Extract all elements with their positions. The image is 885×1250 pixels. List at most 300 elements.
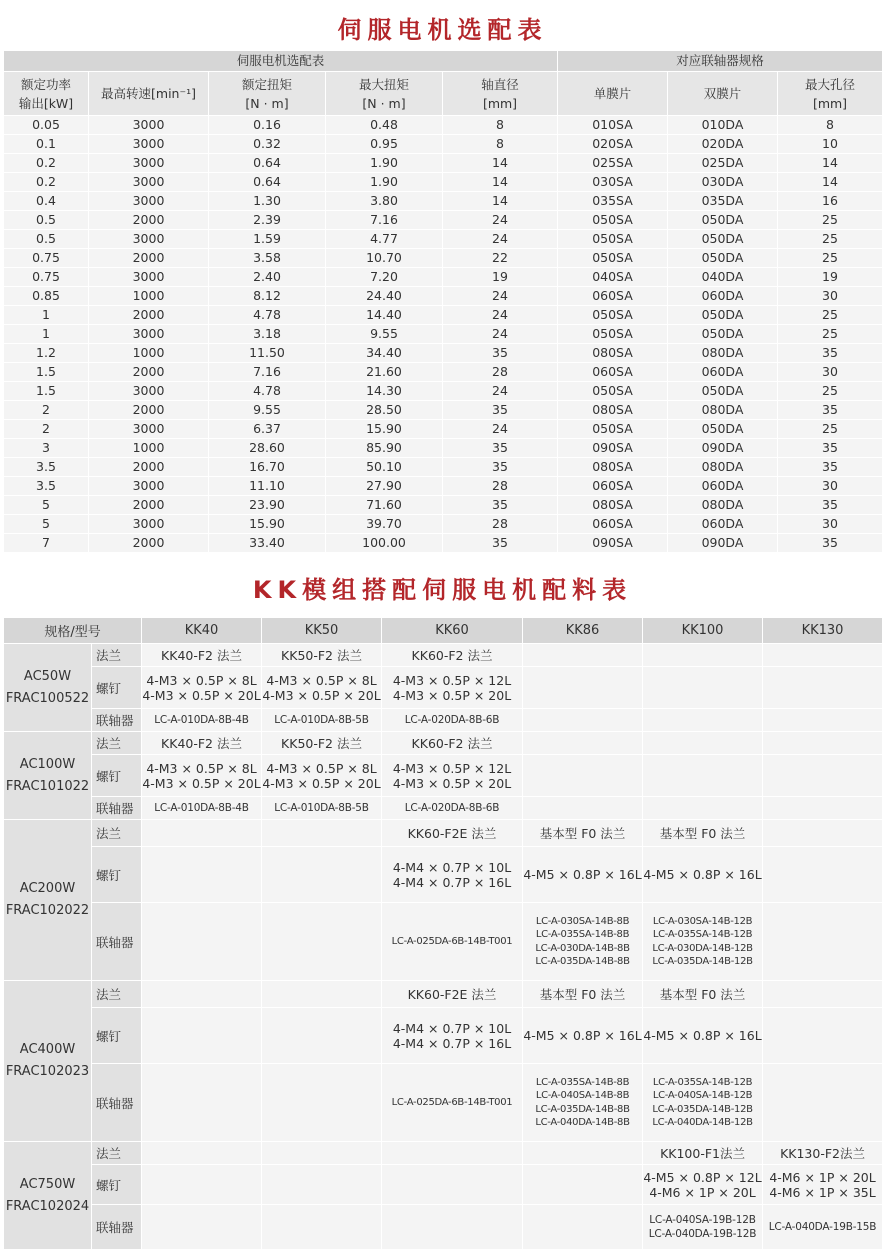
model-cell	[4, 820, 92, 981]
table-cell: 0.48	[326, 116, 443, 135]
table-cell: 2000	[89, 496, 209, 515]
bom-cell	[523, 1205, 643, 1250]
bom-cell	[142, 755, 262, 797]
table-cell: 35	[443, 344, 558, 363]
table-cell: 25	[778, 230, 883, 249]
table-cell: 060SA	[558, 363, 668, 382]
kk-column-header: KK50	[262, 618, 382, 644]
bom-cell	[382, 1064, 523, 1142]
bom-cell	[262, 755, 382, 797]
table-cell: 28.50	[326, 401, 443, 420]
bom-cell	[763, 644, 883, 667]
column-header-line: [mm]	[812, 95, 848, 111]
table-cell: 30	[778, 477, 883, 496]
bom-cell	[142, 1064, 262, 1142]
bom-cell: 基本型 F0 法兰	[523, 981, 643, 1008]
screw-line: 4-M3 × 0.5P × 20L	[142, 687, 261, 703]
table-cell: 16.70	[209, 458, 326, 477]
table-cell: 020SA	[558, 135, 668, 154]
table-cell: 090SA	[558, 534, 668, 553]
table-cell: 24	[443, 325, 558, 344]
bom-cell	[262, 1008, 382, 1064]
table-cell: 50.10	[326, 458, 443, 477]
table-cell: 4.78	[209, 306, 326, 325]
table-cell: 050SA	[558, 230, 668, 249]
table-cell: 2000	[89, 401, 209, 420]
table-cell: 3.18	[209, 325, 326, 344]
table-cell: 0.2	[4, 173, 89, 192]
coupling-line: LC-A-035SA-14B-8B	[535, 929, 630, 940]
row-label-flange: 法兰	[92, 732, 142, 755]
table-row	[4, 154, 883, 173]
bom-cell: 基本型 F0 法兰	[523, 820, 643, 847]
table-cell: 30	[778, 515, 883, 534]
table-cell: 4.78	[209, 382, 326, 401]
screw-line: 4-M3 × 0.5P × 8L	[266, 672, 377, 688]
table-cell: 27.90	[326, 477, 443, 496]
column-header-line: 最大孔径	[805, 76, 856, 92]
coupling-line: LC-A-010DA-8B-5B	[274, 713, 369, 726]
table-cell: 7.16	[326, 211, 443, 230]
bom-cell: KK60-F2 法兰	[382, 644, 523, 667]
model-cell	[4, 644, 92, 732]
kk-column-header: KK60	[382, 618, 523, 644]
bom-cell	[643, 667, 763, 709]
bom-cell	[523, 1008, 643, 1064]
bom-cell	[142, 1165, 262, 1205]
table-cell: 15.90	[326, 420, 443, 439]
coupling-line: LC-A-035DA-14B-12B	[652, 956, 753, 967]
servo-selection-table	[3, 50, 883, 553]
table-cell: 14	[443, 192, 558, 211]
table-cell: 24	[443, 420, 558, 439]
table-cell: 060DA	[668, 515, 778, 534]
table-row	[4, 420, 883, 439]
table-cell: 050SA	[558, 420, 668, 439]
kk-column-header: KK100	[643, 618, 763, 644]
bom-cell	[262, 1205, 382, 1250]
table-cell: 25	[778, 420, 883, 439]
table-cell: 5	[4, 496, 89, 515]
kk-column-header: KK130	[763, 618, 883, 644]
table-cell: 0.1	[4, 135, 89, 154]
model-line: FRAC102022	[5, 903, 90, 918]
coupling-line: LC-A-035SA-14B-12B	[652, 929, 753, 940]
table-cell: 3000	[89, 325, 209, 344]
table-cell: 24	[443, 211, 558, 230]
table-cell: 060SA	[558, 477, 668, 496]
table-cell: 020DA	[668, 135, 778, 154]
table-row	[4, 477, 883, 496]
bom-cell	[763, 1064, 883, 1142]
table-cell: 35	[778, 344, 883, 363]
coupling-line: LC-A-030DA-14B-12B	[652, 942, 753, 954]
table-cell: 28	[443, 477, 558, 496]
bom-cell	[142, 847, 262, 903]
screw-line: 4-M3 × 0.5P × 20L	[142, 775, 261, 791]
screw-line: 4-M6 × 1P × 35L	[769, 1184, 876, 1200]
table-cell: 3000	[89, 135, 209, 154]
table-cell: 025DA	[668, 154, 778, 173]
table-cell: 080SA	[558, 458, 668, 477]
bom-cell	[142, 1205, 262, 1250]
screw-line: 4-M4 × 0.7P × 10L	[392, 1020, 512, 1036]
group-header-coupling: 对应联轴器规格	[558, 51, 883, 72]
table-cell: 8	[443, 135, 558, 154]
table-cell: 9.55	[209, 401, 326, 420]
bom-row-coupling	[4, 797, 883, 820]
table-cell: 080SA	[558, 344, 668, 363]
bom-cell	[382, 1165, 523, 1205]
table-cell: 050SA	[558, 306, 668, 325]
table-cell: 21.60	[326, 363, 443, 382]
table-cell: 19	[778, 268, 883, 287]
bom-cell	[142, 820, 262, 847]
table-cell: 0.95	[326, 135, 443, 154]
table-cell: 090DA	[668, 534, 778, 553]
table-cell: 1.30	[209, 192, 326, 211]
table-cell: 5	[4, 515, 89, 534]
table-cell: 050SA	[558, 249, 668, 268]
screw-line: 4-M4 × 0.7P × 16L	[392, 1035, 512, 1051]
bom-row-flange	[4, 644, 883, 667]
table-cell: 85.90	[326, 439, 443, 458]
table-cell: 2.40	[209, 268, 326, 287]
table-cell: 35	[443, 439, 558, 458]
bom-cell	[763, 797, 883, 820]
table-cell: 2	[4, 401, 89, 420]
table-row	[4, 363, 883, 382]
bom-cell	[643, 709, 763, 732]
coupling-line: LC-A-025DA-6B-14B-T001	[391, 1096, 513, 1108]
row-label-coupling: 联轴器	[92, 1205, 142, 1250]
bom-cell	[262, 797, 382, 820]
screw-line: 4-M5 × 0.8P × 12L	[643, 1169, 762, 1185]
screw-line: 4-M5 × 0.8P × 16L	[643, 1028, 762, 1043]
bom-cell	[643, 1008, 763, 1064]
table-cell: 080SA	[558, 496, 668, 515]
bom-cell: KK60-F2E 法兰	[382, 820, 523, 847]
bom-cell	[382, 1142, 523, 1165]
bom-row-screw	[4, 847, 883, 903]
page-title-servo-selection: 伺服电机选配表	[337, 16, 548, 44]
table-cell: 35	[443, 458, 558, 477]
table-cell: 34.40	[326, 344, 443, 363]
screw-line: 4-M4 × 0.7P × 10L	[392, 859, 512, 875]
coupling-line: LC-A-040DA-19B-12B	[648, 1228, 757, 1240]
bom-row-coupling	[4, 709, 883, 732]
screw-line: 4-M3 × 0.5P × 12L	[392, 672, 512, 688]
kk-column-header: KK86	[523, 618, 643, 644]
table-cell: 090SA	[558, 439, 668, 458]
table-row	[4, 135, 883, 154]
table-cell: 050SA	[558, 325, 668, 344]
bom-cell	[382, 1205, 523, 1250]
table-row	[4, 458, 883, 477]
table-cell: 050DA	[668, 230, 778, 249]
table-cell: 11.50	[209, 344, 326, 363]
row-label-screw: 螺钉	[92, 1165, 142, 1205]
bom-cell	[763, 755, 883, 797]
row-label-coupling: 联轴器	[92, 797, 142, 820]
bom-cell	[142, 903, 262, 981]
table-cell: 2000	[89, 458, 209, 477]
row-label-coupling: 联轴器	[92, 709, 142, 732]
table-cell: 71.60	[326, 496, 443, 515]
table-cell: 1	[4, 306, 89, 325]
coupling-line: LC-A-010DA-8B-5B	[274, 801, 369, 814]
table-cell: 050DA	[668, 325, 778, 344]
bom-cell	[643, 903, 763, 981]
bom-cell	[523, 1142, 643, 1165]
bom-cell	[643, 1165, 763, 1205]
bom-cell	[523, 667, 643, 709]
column-header-line: 额定功率	[20, 76, 71, 92]
bom-cell	[262, 981, 382, 1008]
column-header	[668, 72, 778, 116]
table-cell: 35	[778, 439, 883, 458]
screw-line: 4-M3 × 0.5P × 20L	[392, 775, 512, 791]
table-cell: 35	[443, 401, 558, 420]
column-header-line: [N · m]	[245, 95, 289, 111]
row-label-coupling: 联轴器	[92, 1064, 142, 1142]
table-cell: 1	[4, 325, 89, 344]
bom-cell	[763, 981, 883, 1008]
row-label-flange: 法兰	[92, 981, 142, 1008]
bom-cell	[523, 797, 643, 820]
table-cell: 0.64	[209, 154, 326, 173]
table-cell: 10.70	[326, 249, 443, 268]
bom-row-screw	[4, 667, 883, 709]
bom-row-coupling	[4, 903, 883, 981]
table-cell: 3.80	[326, 192, 443, 211]
table-cell: 25	[778, 382, 883, 401]
table-cell: 30	[778, 287, 883, 306]
bom-cell: KK60-F2 法兰	[382, 732, 523, 755]
bom-cell	[382, 903, 523, 981]
screw-line: 4-M5 × 0.8P × 16L	[523, 1028, 642, 1043]
bom-cell	[142, 667, 262, 709]
bom-row-flange	[4, 1142, 883, 1165]
coupling-line: LC-A-030SA-14B-12B	[652, 915, 753, 927]
bom-cell	[523, 732, 643, 755]
table-cell: 2000	[89, 211, 209, 230]
column-header-line: 最大扭矩	[358, 76, 409, 92]
bom-cell	[523, 644, 643, 667]
bom-cell: KK130-F2法兰	[763, 1142, 883, 1165]
coupling-line: LC-A-040SA-14B-8B	[535, 1090, 630, 1101]
screw-line: 4-M3 × 0.5P × 20L	[392, 687, 512, 703]
column-header	[326, 72, 443, 116]
table-row	[4, 268, 883, 287]
table-cell: 3000	[89, 420, 209, 439]
table-row	[4, 192, 883, 211]
column-header-line: 双膜片	[703, 86, 742, 101]
table-cell: 28	[443, 363, 558, 382]
coupling-line: LC-A-010DA-8B-4B	[154, 801, 249, 814]
coupling-line: LC-A-040DA-14B-12B	[652, 1117, 753, 1128]
column-header-line: 轴直径	[481, 76, 519, 92]
bom-cell	[643, 1205, 763, 1250]
table-row	[4, 230, 883, 249]
table-cell: 3000	[89, 382, 209, 401]
bom-cell	[142, 1142, 262, 1165]
table-row	[4, 306, 883, 325]
table-cell: 35	[778, 534, 883, 553]
coupling-line: LC-A-040DA-19B-15B	[768, 1220, 877, 1233]
bom-cell: KK60-F2E 法兰	[382, 981, 523, 1008]
table-cell: 1000	[89, 439, 209, 458]
table-cell: 3000	[89, 477, 209, 496]
table-cell: 3.58	[209, 249, 326, 268]
bom-cell	[763, 667, 883, 709]
table-cell: 050DA	[668, 382, 778, 401]
table-cell: 3000	[89, 173, 209, 192]
table-row	[4, 325, 883, 344]
table-cell: 2000	[89, 306, 209, 325]
table-cell: 14	[778, 173, 883, 192]
coupling-line: LC-A-010DA-8B-4B	[154, 713, 249, 726]
table-cell: 7	[4, 534, 89, 553]
table-cell: 0.75	[4, 249, 89, 268]
table-cell: 1.5	[4, 363, 89, 382]
model-line: FRAC100522	[5, 690, 90, 706]
coupling-line: LC-A-040SA-19B-12B	[649, 1213, 756, 1226]
table-row	[4, 173, 883, 192]
bom-cell	[763, 1008, 883, 1064]
group-header-row	[4, 51, 883, 72]
table-cell: 3.5	[4, 458, 89, 477]
bom-cell: KK50-F2 法兰	[262, 644, 382, 667]
table-cell: 080SA	[558, 401, 668, 420]
bom-cell	[643, 644, 763, 667]
table-row	[4, 496, 883, 515]
bom-cell	[262, 820, 382, 847]
column-header-line: [mm]	[482, 95, 518, 111]
bom-cell	[523, 709, 643, 732]
table-row	[4, 249, 883, 268]
table-row	[4, 382, 883, 401]
table-cell: 080DA	[668, 458, 778, 477]
table-cell: 0.2	[4, 154, 89, 173]
coupling-line: LC-A-035DA-14B-12B	[652, 1103, 753, 1115]
bom-cell	[643, 1064, 763, 1142]
table-row	[4, 287, 883, 306]
table-cell: 050SA	[558, 382, 668, 401]
table-row	[4, 211, 883, 230]
page-title-kk-module-bom: KK模组搭配伺服电机配料表	[252, 576, 633, 604]
bom-row-flange	[4, 981, 883, 1008]
bom-cell	[523, 903, 643, 981]
table-cell: 1.5	[4, 382, 89, 401]
row-label-coupling: 联轴器	[92, 903, 142, 981]
bom-cell	[643, 847, 763, 903]
table-cell: 22	[443, 249, 558, 268]
bom-cell: KK50-F2 法兰	[262, 732, 382, 755]
table-cell: 040SA	[558, 268, 668, 287]
table-cell: 8	[778, 116, 883, 135]
table-cell: 080DA	[668, 496, 778, 515]
table-cell: 33.40	[209, 534, 326, 553]
kk-module-bom-table	[3, 617, 883, 1250]
bom-cell	[382, 709, 523, 732]
screw-line: 4-M3 × 0.5P × 20L	[262, 775, 381, 791]
table-cell: 7.16	[209, 363, 326, 382]
bom-cell	[643, 732, 763, 755]
table-cell: 24.40	[326, 287, 443, 306]
table-cell: 16	[778, 192, 883, 211]
bom-cell	[382, 847, 523, 903]
table-cell: 3000	[89, 268, 209, 287]
model-line: FRAC102024	[5, 1198, 90, 1214]
table-cell: 2.39	[209, 211, 326, 230]
row-label-screw: 螺钉	[92, 667, 142, 709]
screw-line: 4-M3 × 0.5P × 20L	[262, 687, 381, 703]
table-cell: 060SA	[558, 515, 668, 534]
column-header-line: 单膜片	[593, 86, 632, 101]
table-cell: 3	[4, 439, 89, 458]
table-cell: 35	[778, 496, 883, 515]
model-cell	[4, 732, 92, 820]
table-cell: 19	[443, 268, 558, 287]
table-cell: 25	[778, 306, 883, 325]
bom-row-flange	[4, 820, 883, 847]
table-cell: 3000	[89, 230, 209, 249]
model-line: AC100W	[19, 756, 76, 772]
bom-cell	[382, 755, 523, 797]
table-cell: 1.90	[326, 173, 443, 192]
table-cell: 35	[778, 401, 883, 420]
table-row	[4, 534, 883, 553]
table-cell: 24	[443, 287, 558, 306]
spec-model-header: 规格/型号	[4, 618, 142, 644]
table-cell: 1000	[89, 344, 209, 363]
screw-line: 4-M6 × 1P × 20L	[649, 1184, 756, 1200]
table-cell: 14.40	[326, 306, 443, 325]
table-cell: 9.55	[326, 325, 443, 344]
table-cell: 2	[4, 420, 89, 439]
bom-cell	[382, 797, 523, 820]
column-header	[209, 72, 326, 116]
bom-cell	[763, 847, 883, 903]
table-cell: 1.90	[326, 154, 443, 173]
model-line: FRAC102023	[5, 1064, 90, 1079]
bom-cell: 基本型 F0 法兰	[643, 981, 763, 1008]
table-cell: 035DA	[668, 192, 778, 211]
column-header-line: 最高转速[min⁻¹]	[101, 86, 196, 101]
column-header	[4, 72, 89, 116]
bom-cell	[262, 709, 382, 732]
bom-row-screw	[4, 1008, 883, 1064]
bom-cell	[262, 847, 382, 903]
table-cell: 4.77	[326, 230, 443, 249]
table-cell: 0.4	[4, 192, 89, 211]
model-line: AC750W	[19, 1176, 76, 1192]
table-cell: 30	[778, 363, 883, 382]
kk-column-header: KK40	[142, 618, 262, 644]
table-cell: 100.00	[326, 534, 443, 553]
table-cell: 1.2	[4, 344, 89, 363]
table-cell: 1.59	[209, 230, 326, 249]
model-line: FRAC101022	[5, 778, 90, 794]
table-cell: 0.64	[209, 173, 326, 192]
row-label-flange: 法兰	[92, 1142, 142, 1165]
table-cell: 060SA	[558, 287, 668, 306]
screw-line: 4-M4 × 0.7P × 16L	[392, 874, 512, 890]
bom-cell: 基本型 F0 法兰	[643, 820, 763, 847]
table-cell: 010DA	[668, 116, 778, 135]
table-cell: 39.70	[326, 515, 443, 534]
